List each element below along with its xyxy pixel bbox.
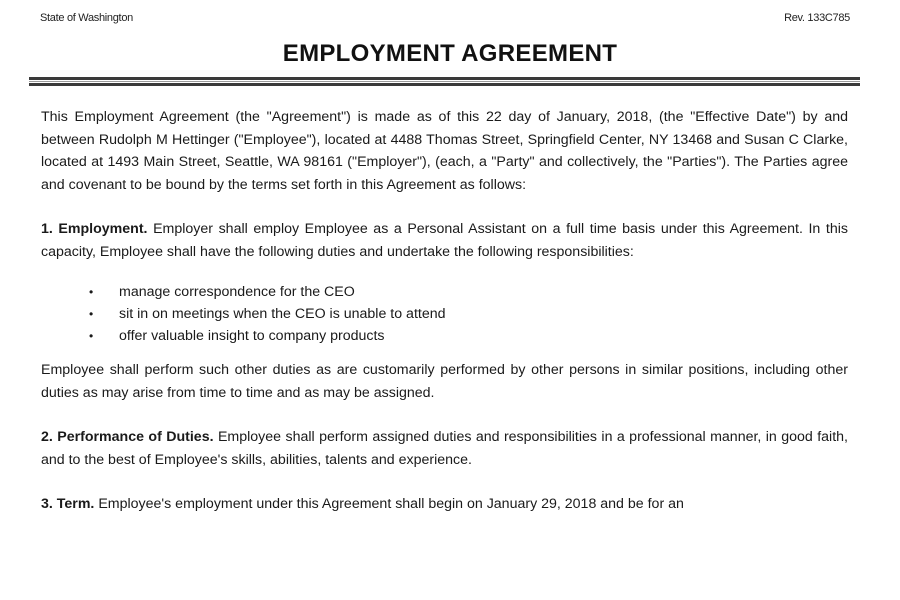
document-body [41,106,848,516]
section-number: 2. [41,429,53,445]
section-title: Employment. [58,221,148,237]
duties-closing-paragraph: Employee shall perform such other duties as are customarily performed by other persons in similar positions, including other duties as may arise from time to time and as may be assigned. [41,362,848,401]
duties-list [41,281,848,347]
state-label: State of Washington [40,12,133,24]
divider-line-top [29,77,860,80]
section-text: Employee's employment under this Agreement shall begin on January 29, 2018 and be for an [98,496,684,512]
intro-paragraph: This Employment Agreement (the "Agreement") is made as of this 22 day of January, 2018, (the "Effective Date") by and between Rudolph M Hettinger ("Employee"), located at 4488 Thomas Street, Springfield Center, NY 13468 and Susan C Clarke, located at 1493 Main Street, Seattle, WA 98161 ("Employer"), (each, a "Party" and collectively, the "Parties"). The Parties agree and covenant to be bound by the terms set forth in this Agreement as follows: [41,109,848,193]
section-term [41,493,848,516]
section-title: Term. [56,496,95,512]
divider-line-middle [29,81,860,82]
section-text: Employee shall perform assigned duties and responsibilities in a professional manner, in good faith, and to the best of Employee's skills, abilities, talents and experience. [41,429,848,468]
document-title: EMPLOYMENT AGREEMENT [282,40,618,67]
divider-line-bottom [29,83,860,86]
section-text: Employer shall employ Employee as a Personal Assistant on a full time basis under this Agreement. In this capacity, Employee shall have the following duties and undertake the following responsibilities: [41,221,848,260]
section-title: Performance of Duties. [57,429,214,445]
section-performance [41,426,848,471]
list-item: • manage correspondence for the CEO [89,281,848,303]
section-number: 1. [41,221,53,237]
list-item: • offer valuable insight to company products [89,325,848,347]
list-item: • sit in on meetings when the CEO is unable to attend [89,303,848,325]
section-employment [41,218,848,404]
revision-label: Rev. 133C785 [784,12,850,24]
title-divider [29,77,860,86]
section-number: 3. [41,496,53,512]
